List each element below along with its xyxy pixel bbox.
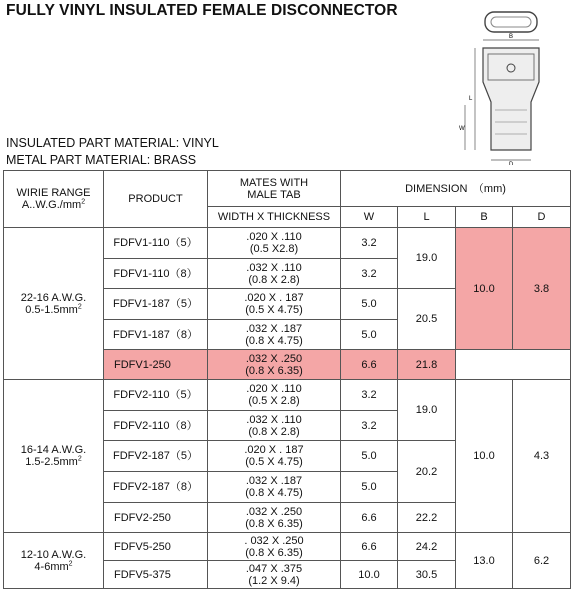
connector-drawing [455, 10, 565, 165]
wire-range-cell: 16-14 A.W.G. $1.5-2.5mm^2$ [4, 380, 104, 533]
label-l: L [469, 96, 473, 102]
l-cell: 21.8 [398, 350, 456, 380]
product-cell: FDFV1-110（8） [104, 259, 208, 289]
l-cell: 22.2 [398, 503, 456, 533]
empty-cell [456, 350, 571, 380]
w-cell: 6.6 [341, 503, 398, 533]
table-row [4, 380, 571, 411]
product-cell: FDFV1-187（8） [104, 320, 208, 350]
tab-cell: .032 X .110 (0.8 X 2.8) [208, 259, 341, 289]
table-row [4, 533, 571, 561]
product-cell: FDFV2-250 [104, 503, 208, 533]
w-cell: 3.2 [341, 259, 398, 289]
w-cell: 5.0 [341, 320, 398, 350]
w-cell: 10.0 [341, 561, 398, 589]
insulation-material: INSULATED PART MATERIAL: VINYL [6, 136, 219, 150]
b-cell: 10.0 [456, 380, 513, 533]
header-width-thickness: WIDTH X THICKNESS [208, 207, 341, 228]
header-dimension: DIMENSION （mm) [341, 171, 571, 207]
tab-cell: .032 X .110 (0.8 X 2.8) [208, 411, 341, 441]
w-cell: 3.2 [341, 411, 398, 441]
table-row [4, 228, 571, 259]
l-cell: 19.0 [398, 228, 456, 289]
header-d: D [513, 207, 571, 228]
b-cell: 10.0 [456, 228, 513, 350]
label-d: D [509, 162, 514, 165]
l-cell: 24.2 [398, 533, 456, 561]
page-title: FULLY VINYL INSULATED FEMALE DISCONNECTOR [6, 2, 398, 19]
w-cell: 5.0 [341, 289, 398, 320]
product-cell: FDFV5-375 [104, 561, 208, 589]
w-cell: 6.6 [341, 350, 398, 380]
product-cell: FDFV2-110（8） [104, 411, 208, 441]
d-cell: 4.3 [513, 380, 571, 533]
label-w: W [459, 126, 465, 132]
tab-cell: .032 X .250 (0.8 X 6.35) [208, 350, 341, 380]
header-w: W [341, 207, 398, 228]
tab-cell: .020 X .110 (0.5 X2.8) [208, 228, 341, 259]
metal-material: METAL PART MATERIAL: BRASS [6, 153, 197, 167]
product-cell: FDFV5-250 [104, 533, 208, 561]
b-cell: 13.0 [456, 533, 513, 589]
d-cell: 3.8 [513, 228, 571, 350]
tab-cell: .020 X . 187 (0.5 X 4.75) [208, 289, 341, 320]
tab-cell: .032 X .187 (0.8 X 4.75) [208, 472, 341, 503]
header-product: PRODUCT [104, 171, 208, 228]
w-cell: 3.2 [341, 380, 398, 411]
tab-cell: .020 X . 187 (0.5 X 4.75) [208, 441, 341, 472]
tab-cell: . 032 X .250 (0.8 X 6.35) [208, 533, 341, 561]
w-cell: 5.0 [341, 472, 398, 503]
l-cell: 20.5 [398, 289, 456, 350]
spec-table [3, 170, 571, 589]
header-mates: MATES WITH MALE TAB [208, 171, 341, 207]
product-cell: FDFV1-110（5） [104, 228, 208, 259]
header-b: B [456, 207, 513, 228]
w-cell: 3.2 [341, 228, 398, 259]
d-cell: 6.2 [513, 533, 571, 589]
tab-cell: .032 X .250 (0.8 X 6.35) [208, 503, 341, 533]
w-cell: 5.0 [341, 441, 398, 472]
header-wire-range: WIRIE RANGE $A..W.G./mm^2$ [4, 171, 104, 228]
header-l: L [398, 207, 456, 228]
l-cell: 19.0 [398, 380, 456, 441]
product-cell: FDFV1-250 [104, 350, 208, 380]
tab-cell: .020 X .110 (0.5 X 2.8) [208, 380, 341, 411]
product-cell: FDFV1-187（5） [104, 289, 208, 320]
product-cell: FDFV2-187（8） [104, 472, 208, 503]
tab-cell: .032 X .187 (0.8 X 4.75) [208, 320, 341, 350]
l-cell: 20.2 [398, 441, 456, 503]
wire-range-cell: 22-16 A.W.G. $0.5-1.5mm^2$ [4, 228, 104, 380]
product-cell: FDFV2-110（5） [104, 380, 208, 411]
l-cell: 30.5 [398, 561, 456, 589]
tab-cell: .047 X .375 (1.2 X 9.4) [208, 561, 341, 589]
label-b: B [509, 34, 514, 40]
wire-range-cell: 12-10 A.W.G. $4-6mm^2$ [4, 533, 104, 589]
w-cell: 6.6 [341, 533, 398, 561]
product-cell: FDFV2-187（5） [104, 441, 208, 472]
